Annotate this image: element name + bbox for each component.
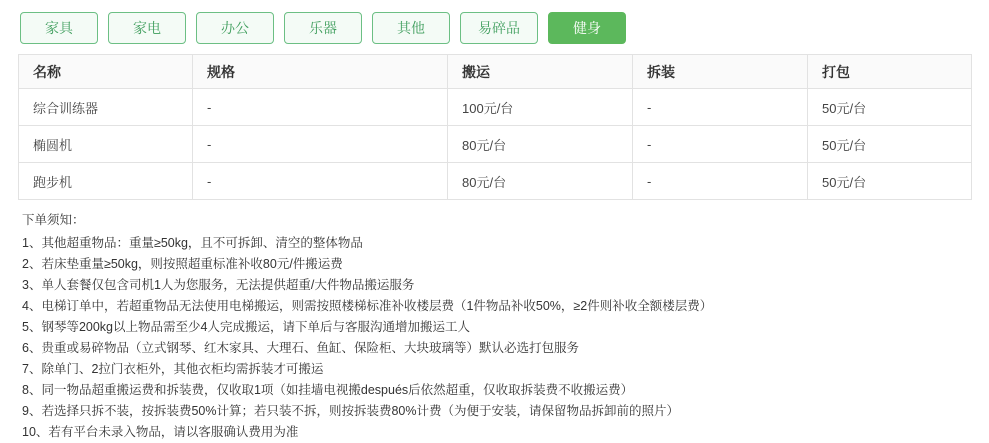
table-cell: - [193, 89, 448, 126]
price-table-head [19, 55, 972, 89]
order-note-item: 9、若选择只拆不装，按拆装费50%计算；若只装不拆，则按拆装费80%计费（为便于安装，请保留物品拆卸前的照片） [22, 404, 679, 418]
order-note-item: 7、除单门、2拉门衣柜外，其他衣柜均需拆装才可搬运 [22, 362, 324, 376]
category-tab[interactable]: 家具 [20, 12, 98, 44]
table-cell: - [193, 163, 448, 200]
table-header-row [19, 55, 972, 89]
table-cell: 80元/台 [448, 163, 633, 200]
category-tab[interactable]: 乐器 [284, 12, 362, 44]
order-note-item: 4、电梯订单中，若超重物品无法使用电梯搬运，则需按照楼梯标准补收楼层费（1件物品补收50%，≥2件则补收全额楼层费） [22, 299, 713, 313]
table-cell: 80元/台 [448, 126, 633, 163]
table-row [19, 163, 972, 200]
table-cell: 综合训练器 [19, 89, 193, 126]
table-cell: - [633, 163, 808, 200]
table-column-header: 名称 [19, 55, 193, 89]
table-cell: 跑步机 [19, 163, 193, 200]
table-cell: 50元/台 [808, 163, 972, 200]
order-note-item: 2、若床垫重量≥50kg，则按照超重标准补收80元/件搬运费 [22, 257, 343, 271]
table-cell: 50元/台 [808, 89, 972, 126]
table-row [19, 126, 972, 163]
category-tab[interactable]: 家电 [108, 12, 186, 44]
table-column-header: 拆装 [633, 55, 808, 89]
table-column-header: 搬运 [448, 55, 633, 89]
order-notes [0, 200, 989, 443]
table-column-header: 打包 [808, 55, 972, 89]
table-row [19, 89, 972, 126]
table-cell: - [193, 126, 448, 163]
order-note-item: 1、其他超重物品：重量≥50kg，且不可拆卸、清空的整体物品 [22, 236, 363, 250]
order-note-item: 6、贵重或易碎物品（立式钢琴、红木家具、大理石、鱼缸、保险柜、大块玻璃等）默认必选打包服务 [22, 341, 579, 355]
price-table-body [19, 89, 972, 200]
category-tab[interactable]: 健身 [548, 12, 626, 44]
table-cell: 100元/台 [448, 89, 633, 126]
category-tab[interactable]: 办公 [196, 12, 274, 44]
table-column-header: 规格 [193, 55, 448, 89]
order-note-item: 8、同一物品超重搬运费和拆装费，仅收取1项（如挂墙电视搬después后依然超重，仅收取拆装费不收搬运费） [22, 383, 634, 397]
order-note-item: 3、单人套餐仅包含司机1人为您服务，无法提供超重/大件物品搬运服务 [22, 278, 415, 292]
category-tab[interactable]: 易碎品 [460, 12, 538, 44]
price-table-container [0, 54, 989, 200]
table-cell: - [633, 126, 808, 163]
order-notes-title: 下单须知： [22, 213, 85, 227]
category-tab-bar [0, 0, 989, 54]
order-note-item: 10、若有平台未录入物品，请以客服确认费用为准 [22, 425, 299, 439]
table-cell: 椭圆机 [19, 126, 193, 163]
table-cell: 50元/台 [808, 126, 972, 163]
category-tab[interactable]: 其他 [372, 12, 450, 44]
order-note-item: 5、钢琴等200kg以上物品需至少4人完成搬运，请下单后与客服沟通增加搬运工人 [22, 320, 470, 334]
price-table [18, 54, 972, 200]
order-notes-list [22, 233, 971, 443]
table-cell: - [633, 89, 808, 126]
